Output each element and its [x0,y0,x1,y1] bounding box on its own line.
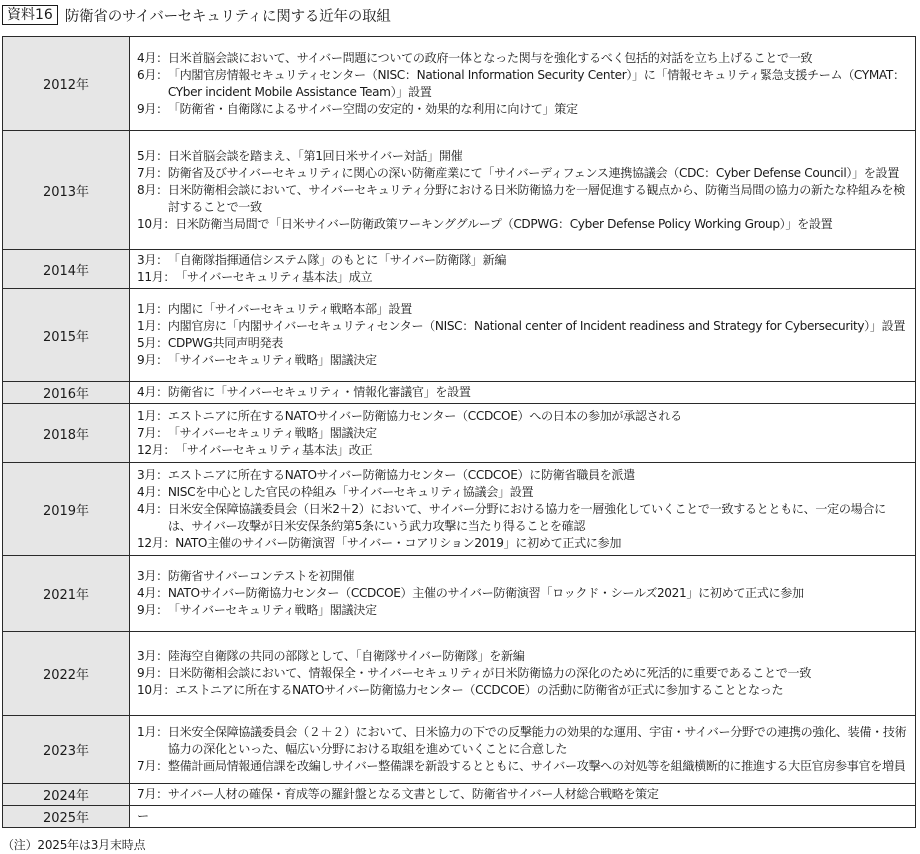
event-text: 整備計画局情報通信課を改編しサイバー整備課を新設するとともに、サイバー攻撃への対処等を組織横断的に推進する大臣官房参事官を増員 [167,759,906,773]
table-row [3,716,916,784]
event-month: 4月： [137,50,168,65]
event-entry [137,568,909,585]
table-row [3,556,916,632]
event-entry [137,335,909,352]
event-text: 日米安全保障協議委員会（２＋２）において、日米協力の下での反撃能力の効果的な運用、宇宙・サイバー分野での連携の強化、装備・技術協力の深化といった、幅広い分野における取組を進めていくことに合意した [167,725,907,756]
event-month: 3月： [137,569,168,583]
event-entry [137,216,909,233]
event-month: 9月： [137,101,168,116]
event-month: 7月： [137,165,168,180]
table-row [3,463,916,556]
event-entry [137,182,909,216]
event-month: 5月： [137,148,168,163]
event-text: 日米防衛当局間で「日米サイバー防衛政策ワーキンググループ（CDPWG：Cyber Defense Policy Working Group）」を設置 [175,216,833,231]
year-cell: 2024年 [3,784,130,806]
events-cell [130,632,916,716]
event-text: サイバー人材の確保・育成等の羅針盤となる文書として、防衛省サイバー人材総合戦略を策定 [167,787,659,801]
event-entry [137,808,909,825]
event-month: 4月： [137,484,168,499]
event-month: 4月： [137,501,168,516]
year-cell: 2018年 [3,404,130,463]
event-text: 内閣官房に「内閣サイバーセキュリティセンター（NISC：National center of Incident readiness and Strategy for Cybersecurity）」設置 [167,319,906,333]
event-text: 防衛省サイバーコンテストを初開催 [167,569,355,583]
event-text: 「サイバーセキュリティ戦略」閣議決定 [167,425,377,440]
event-entry [137,67,909,101]
event-text: 陸海空自衛隊の共同の部隊として、「自衛隊サイバー防衛隊」を新編 [167,649,525,663]
event-entry [137,585,909,602]
table-row [3,806,916,828]
event-entry [137,50,909,67]
timeline-table [2,36,916,828]
event-month: 9月： [137,353,168,367]
event-entry [137,101,909,118]
table-row [3,404,916,463]
event-text: 「サイバーセキュリティ基本法」成立 [175,270,373,284]
event-entry [137,467,909,484]
event-entry [137,501,909,535]
event-text: ー [137,809,149,823]
events-cell [130,784,916,806]
year-cell: 2025年 [3,806,130,828]
event-entry [137,352,909,369]
event-month: 7月： [137,787,168,801]
year-cell: 2022年 [3,632,130,716]
event-month: 12月： [137,535,176,550]
event-entry [137,682,909,699]
figure-number-badge: 資料16 [2,5,58,25]
event-text: エストニアに所在するNATOサイバー防衛協力センター（CCDCOE）に防衛省職員を派遣 [167,467,635,482]
event-text: 日米首脳会談を踏まえ、「第1回日米サイバー対話」開催 [167,148,463,163]
event-text: 日米安全保障協議委員会（日米2＋2）において、サイバー分野における協力を一層強化していくことで一致するとともに、一定の場合には、サイバー攻撃が日米安保条約第5条にいう武力攻撃に当たり得ることを確認 [167,501,886,533]
events-cell [130,716,916,784]
year-cell: 2021年 [3,556,130,632]
event-month: 8月： [137,182,168,197]
event-month: 7月： [137,425,168,440]
event-month: 10月： [137,216,176,231]
table-row [3,37,916,131]
event-entry [137,408,909,425]
event-month: 9月： [137,666,168,680]
events-cell [130,556,916,632]
event-month: 3月： [137,467,168,482]
year-cell: 2016年 [3,382,130,404]
event-text: 日米防衛相会談において、サイバーセキュリティ分野における日米防衛協力を一層促進する観点から、防衛当局間の協力の新たな枠組みを検討することで一致 [167,182,905,214]
table-row [3,131,916,250]
event-entry [137,484,909,501]
event-text: エストニアに所在するNATOサイバー防衛協力センター（CCDCOE）への日本の参加が承認される [167,408,682,423]
year-cell: 2023年 [3,716,130,784]
event-entry [137,602,909,619]
year-cell: 2015年 [3,289,130,382]
event-text: 防衛省及びサイバーセキュリティに関心の深い防衛産業にて「サイバーディフェンス連携協議会（CDC：Cyber Defense Council）」を設置 [167,165,899,180]
event-entry [137,535,909,552]
event-entry [137,442,909,459]
event-text: 防衛省に「サイバーセキュリティ・情報化審議官」を設置 [167,385,471,399]
events-cell [130,289,916,382]
event-text: 「内閣官房情報セキュリティセンター（NISC：National Information Security Center）」に「情報セキュリティ緊急支援チーム（CYMAT：CYber incident Mobile Assistance Team）」設置 [167,67,905,99]
figure-header [2,3,391,27]
event-month: 3月： [137,649,168,663]
events-cell [130,463,916,556]
event-entry [137,301,909,318]
table-row [3,289,916,382]
event-entry [137,648,909,665]
events-cell [130,37,916,131]
event-month: 10月： [137,683,176,697]
event-entry [137,724,909,758]
table-row [3,382,916,404]
event-text: 内閣に「サイバーセキュリティ戦略本部」設置 [167,302,412,316]
event-entry [137,165,909,182]
event-entry [137,269,909,286]
table-row [3,632,916,716]
event-month: 11月： [137,270,176,284]
year-cell: 2013年 [3,131,130,250]
event-entry [137,665,909,682]
events-cell [130,806,916,828]
event-month: 12月： [137,442,176,457]
event-text: 「サイバーセキュリティ基本法」改正 [175,442,373,457]
event-text: NATOサイバー防衛協力センター（CCDCOE）主催のサイバー防衛演習「ロックド・シールズ2021」に初めて正式に参加 [167,586,804,600]
events-cell [130,131,916,250]
event-month: 4月： [137,385,168,399]
event-text: NISCを中心とした官民の枠組み「サイバーセキュリティ協議会」設置 [167,484,534,499]
event-entry [137,252,909,269]
event-text: 日米防衛相会談において、情報保全・サイバーセキュリティが日米防衛協力の深化のために死活的に重要であることで一致 [167,666,811,680]
event-entry [137,786,909,803]
event-text: 日米首脳会談において、サイバー問題についての政府一体となった関与を強化するべく包括的対話を立ち上げることで一致 [167,50,813,65]
footnote: （注）2025年は3月末時点 [2,838,146,852]
year-cell: 2012年 [3,37,130,131]
event-entry [137,384,909,401]
event-entry [137,148,909,165]
event-month: 3月： [137,253,168,267]
event-text: CDPWG共同声明発表 [167,336,283,350]
event-month: 9月： [137,603,168,617]
event-month: 1月： [137,408,168,423]
event-month: 4月： [137,586,168,600]
event-text: エストニアに所在するNATOサイバー防衛協力センター（CCDCOE）の活動に防衛省が正式に参加することとなった [175,683,784,697]
event-month: 1月： [137,319,168,333]
event-text: 「サイバーセキュリティ戦略」閣議決定 [167,353,377,367]
event-month: 1月： [137,302,168,316]
event-month: 5月： [137,336,168,350]
event-text: 「サイバーセキュリティ戦略」閣議決定 [167,603,377,617]
events-cell [130,250,916,289]
year-cell: 2014年 [3,250,130,289]
events-cell [130,382,916,404]
events-cell [130,404,916,463]
figure-title: 防衛省のサイバーセキュリティに関する近年の取組 [64,8,391,25]
event-text: 「防衛省・自衛隊によるサイバー空間の安定的・効果的な利用に向けて」策定 [167,101,578,116]
year-cell: 2019年 [3,463,130,556]
event-month: 6月： [137,67,168,82]
table-row [3,784,916,806]
event-month: 7月： [137,759,168,773]
event-entry [137,318,909,335]
event-text: 「自衛隊指揮通信システム隊」のもとに「サイバー防衛隊」新編 [167,253,507,267]
event-month: 1月： [137,725,168,739]
event-entry [137,758,909,775]
event-text: NATO主催のサイバー防衛演習「サイバー・コアリション2019」に初めて正式に参加 [175,535,622,550]
event-entry [137,425,909,442]
table-row [3,250,916,289]
